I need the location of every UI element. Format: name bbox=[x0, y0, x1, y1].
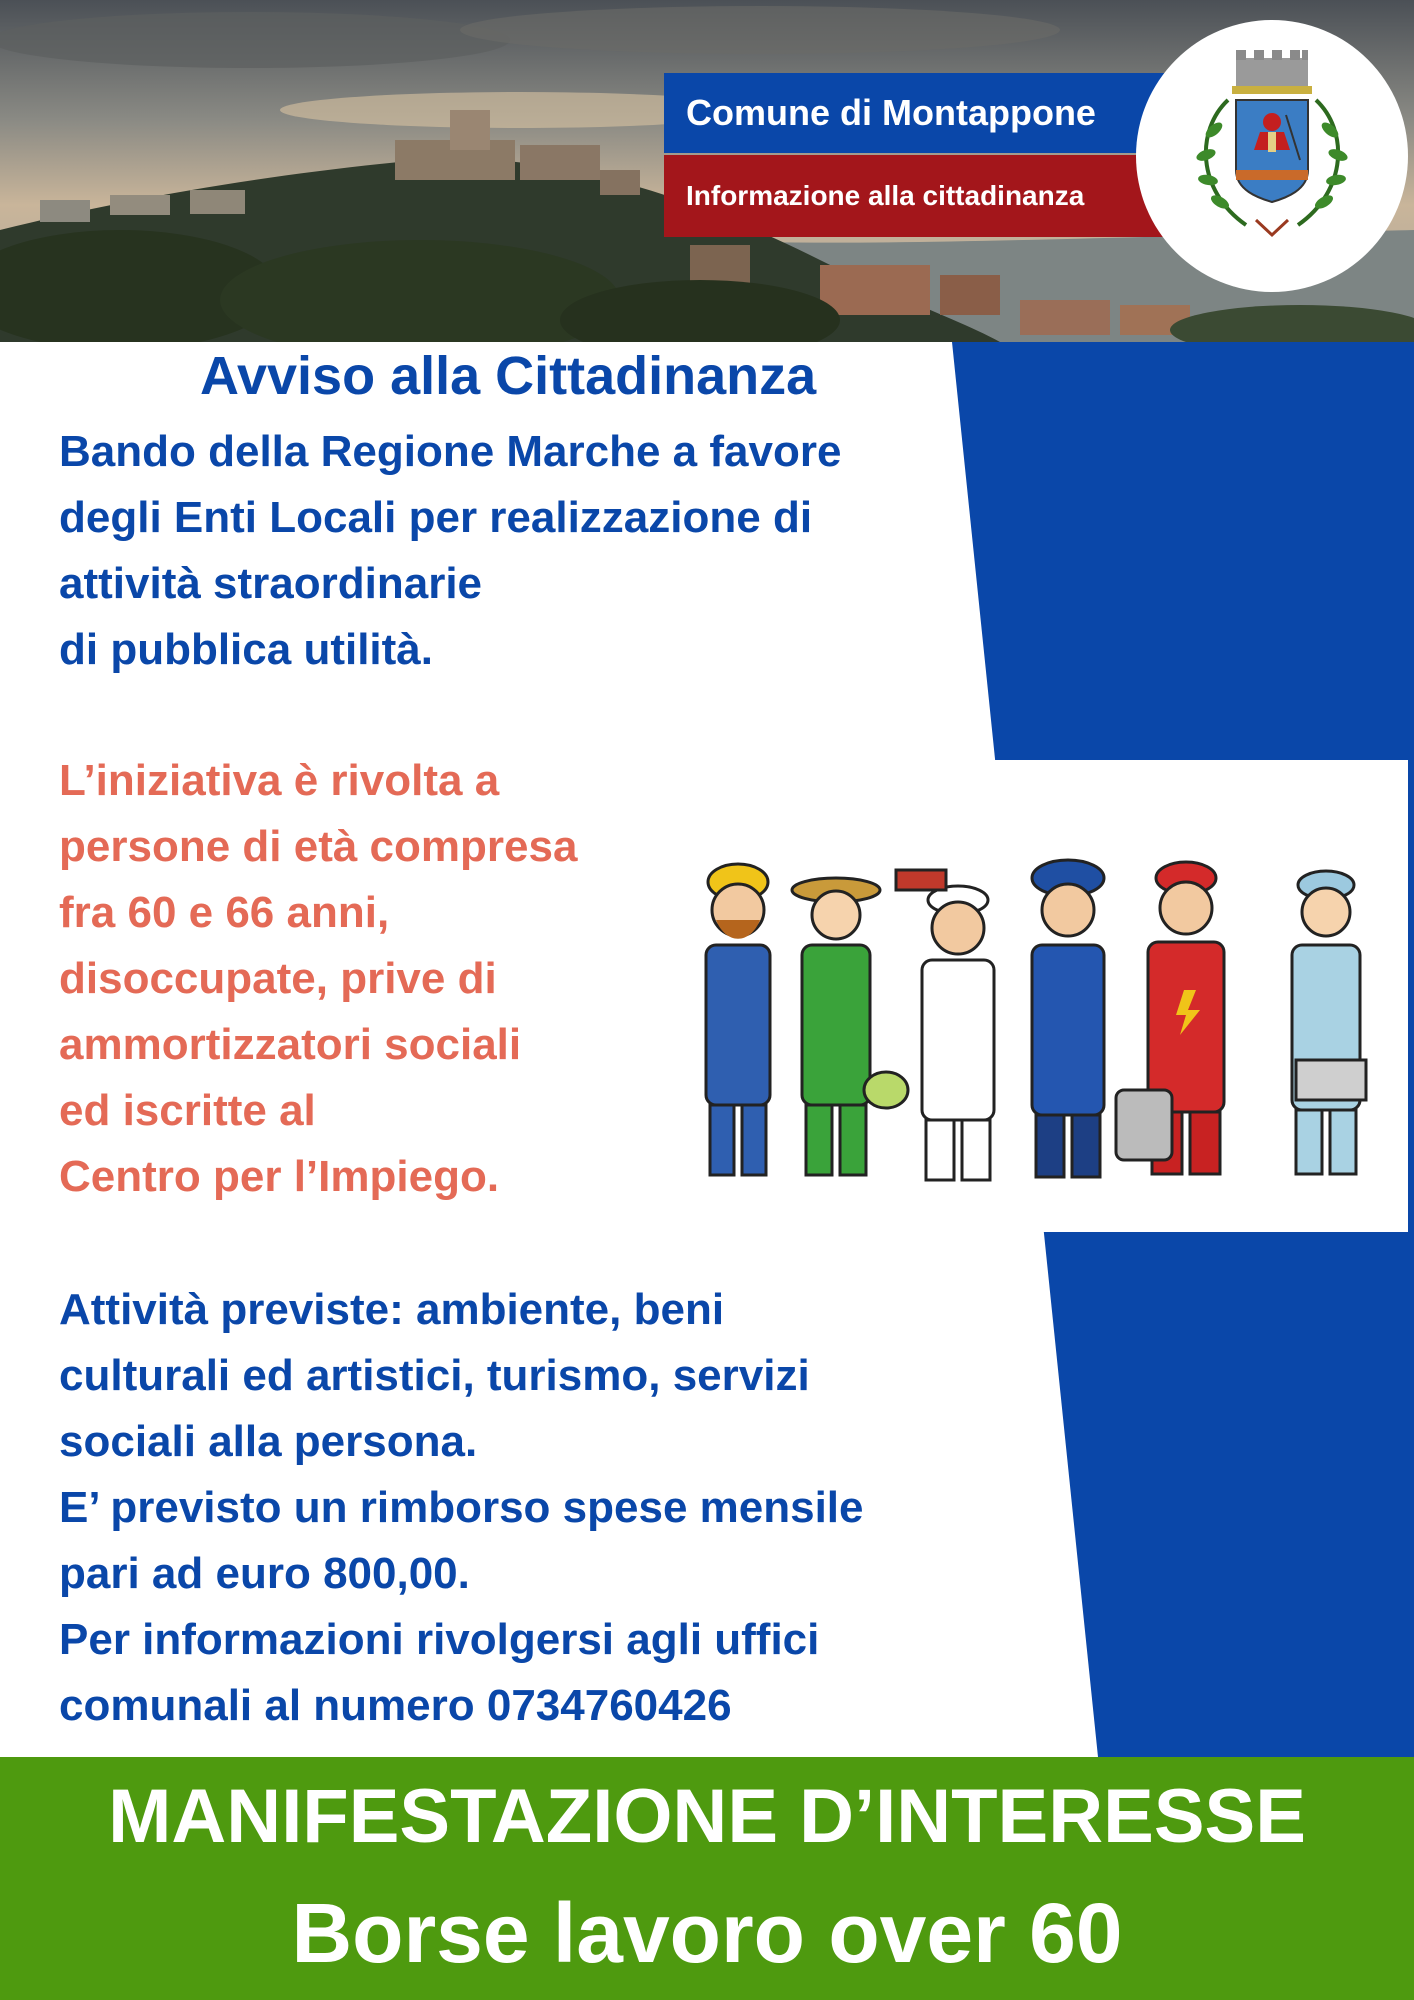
footer-headline: MANIFESTAZIONE D’INTERESSE bbox=[108, 1774, 1306, 1859]
details-line: culturali ed artistici, turismo, servizi bbox=[59, 1351, 810, 1400]
footer-banner bbox=[0, 1757, 1414, 2000]
intro-line: degli Enti Locali per realizzazione di bbox=[59, 493, 813, 542]
contact-line: comunali al numero 0734760426 bbox=[59, 1681, 732, 1730]
notice-title: Avviso alla Cittadinanza bbox=[200, 346, 817, 406]
details-paragraph bbox=[59, 1277, 864, 1739]
eligibility-line: persone di età compresa bbox=[59, 822, 578, 871]
intro-line: attività straordinarie bbox=[59, 559, 483, 608]
details-line: pari ad euro 800,00. bbox=[59, 1549, 470, 1598]
eligibility-line: L’iniziativa è rivolta a bbox=[59, 756, 500, 805]
eligibility-line: ammortizzatori sociali bbox=[59, 1020, 522, 1069]
details-line: Attività previste: ambiente, beni bbox=[59, 1285, 725, 1334]
eligibility-line: fra 60 e 66 anni, bbox=[59, 888, 390, 937]
intro-paragraph bbox=[59, 419, 841, 683]
coat-of-arms-badge bbox=[1136, 20, 1408, 292]
subtitle-banner bbox=[664, 155, 1164, 237]
coat-of-arms-icon bbox=[1136, 20, 1408, 292]
details-line: sociali alla persona. bbox=[59, 1417, 478, 1466]
eligibility-line: ed iscritte al bbox=[59, 1086, 316, 1135]
details-line: Per informazioni rivolgersi agli uffici bbox=[59, 1615, 820, 1664]
intro-line: Bando della Regione Marche a favore bbox=[59, 427, 842, 476]
footer-subheadline: Borse lavoro over 60 bbox=[291, 1886, 1123, 1980]
workers-illustration-image bbox=[696, 760, 1408, 1232]
header-subtitle: Informazione alla cittadinanza bbox=[686, 180, 1085, 211]
eligibility-line: disoccupate, prive di bbox=[59, 954, 497, 1003]
details-line: E’ previsto un rimborso spese mensile bbox=[59, 1483, 864, 1532]
eligibility-line: Centro per l’Impiego. bbox=[59, 1152, 500, 1201]
intro-line: di pubblica utilità. bbox=[59, 625, 433, 674]
eligibility-paragraph bbox=[59, 748, 577, 1210]
municipality-name: Comune di Montappone bbox=[686, 92, 1096, 133]
workers-illustration bbox=[696, 760, 1408, 1232]
municipality-banner bbox=[664, 73, 1164, 153]
